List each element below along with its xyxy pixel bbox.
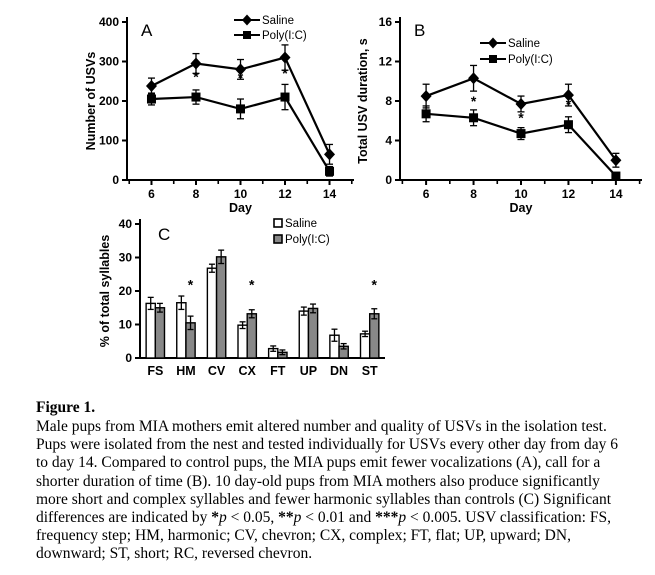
- bar-saline-st: [361, 334, 370, 358]
- y-tick-label: 30: [118, 250, 132, 265]
- legend-label: Poly(I:C): [262, 30, 307, 42]
- caption-segment: < 0.05,: [226, 508, 279, 526]
- legend-label: Saline: [285, 218, 317, 230]
- significance-asterisk: *: [187, 276, 194, 293]
- square-marker: [281, 93, 290, 102]
- legend-label: Saline: [508, 38, 540, 50]
- x-category-label: DN: [330, 364, 349, 378]
- x-tick-label: 10: [514, 187, 528, 201]
- y-tick-label: 0: [112, 173, 119, 187]
- square-marker: [469, 113, 478, 122]
- square-marker: [236, 104, 245, 113]
- significance-asterisk: *: [237, 69, 244, 86]
- y-tick-label: 300: [98, 54, 119, 69]
- y-tick-label: 8: [385, 94, 392, 108]
- chart-panel-c: [98, 212, 392, 398]
- x-category-label: FS: [147, 364, 164, 378]
- figure-caption: [36, 399, 633, 563]
- y-tick-label: 10: [118, 317, 132, 332]
- diamond-marker: [146, 80, 157, 92]
- x-tick-label: 6: [422, 187, 430, 201]
- caption-title: Figure 1.: [36, 399, 96, 416]
- x-tick-label: 12: [278, 187, 292, 201]
- chart-B-svg: [356, 6, 654, 216]
- square-marker: [611, 172, 620, 181]
- square-marker: [489, 55, 497, 63]
- significance-asterisk: *: [371, 276, 378, 293]
- chart-panel-a: [84, 6, 364, 216]
- x-category-label: ST: [361, 364, 378, 378]
- bar-polyic-cv: [217, 257, 226, 358]
- bar-polyic-up: [308, 308, 317, 358]
- panel-label: C: [158, 225, 171, 244]
- diamond-marker: [242, 15, 252, 26]
- x-category-label: CX: [238, 364, 256, 378]
- square-marker: [517, 129, 526, 138]
- y-tick-label: 400: [98, 15, 119, 29]
- x-tick-label: 10: [233, 187, 248, 201]
- significance-asterisk: *: [249, 276, 255, 293]
- caption-segment: p: [293, 508, 302, 526]
- y-axis-label: Total USV duration, s: [356, 38, 370, 164]
- bar-polyic-fs: [155, 308, 164, 358]
- chart-panel-b: [356, 6, 654, 216]
- x-category-label: HM: [176, 364, 196, 378]
- y-tick-label: 20: [118, 284, 132, 298]
- caption-segment: p: [219, 508, 227, 526]
- diamond-marker: [280, 52, 291, 64]
- bar-saline-cv: [207, 268, 216, 358]
- x-tick-label: 12: [561, 187, 576, 201]
- significance-asterisk: *: [193, 68, 199, 85]
- y-tick-label: 200: [98, 94, 119, 108]
- x-tick-label: 8: [192, 187, 200, 201]
- x-category-label: FT: [270, 364, 286, 378]
- chart-C-svg: [98, 212, 392, 398]
- significance-asterisk: *: [518, 109, 524, 126]
- x-category-label: CV: [207, 364, 226, 378]
- legend-swatch: [274, 235, 282, 243]
- caption-segment: < 0.005. USV classification: FS, frequency step; HM, harmonic; CV, chevron; CX, complex; FT, flat; UP, upward; DN, downward; ST, short; RC, reversed chevron.: [36, 508, 611, 562]
- square-marker: [422, 109, 431, 118]
- y-tick-label: 0: [385, 173, 392, 187]
- x-tick-label: 14: [609, 187, 623, 201]
- legend-label: Saline: [262, 15, 294, 27]
- caption-segment: **: [278, 508, 294, 526]
- panel-label: B: [414, 21, 426, 40]
- x-tick-label: 14: [322, 187, 337, 201]
- caption-segment: < 0.01 and: [301, 508, 376, 526]
- chart-A-svg: [84, 6, 364, 216]
- y-tick-label: 4: [385, 133, 392, 148]
- square-marker: [564, 120, 573, 129]
- y-tick-label: 40: [118, 217, 132, 231]
- y-tick-label: 100: [98, 133, 119, 148]
- panel-label: A: [141, 21, 153, 40]
- y-axis-label: Number of USVs: [84, 51, 98, 151]
- caption-body: [36, 418, 633, 563]
- x-tick-label: 8: [470, 187, 477, 201]
- diamond-marker: [488, 38, 498, 49]
- x-axis-label: Day: [229, 201, 252, 215]
- legend-label: Poly(I:C): [508, 54, 553, 66]
- caption-segment: *: [211, 508, 220, 526]
- legend-swatch: [274, 219, 282, 227]
- diamond-marker: [421, 90, 432, 102]
- bar-polyic-st: [370, 314, 379, 358]
- bar-saline-up: [299, 311, 308, 358]
- caption-segment: p: [398, 508, 407, 526]
- bar-polyic-cx: [247, 314, 256, 358]
- caption-segment: ***: [375, 508, 399, 526]
- y-axis-label: % of total syllables: [98, 234, 112, 348]
- legend-label: Poly(I:C): [285, 234, 330, 246]
- y-tick-label: 0: [125, 351, 132, 365]
- bar-saline-cx: [238, 325, 247, 358]
- square-marker: [191, 93, 200, 102]
- square-marker: [243, 31, 251, 39]
- x-axis-label: Day: [509, 201, 533, 215]
- y-tick-label: 16: [378, 15, 392, 29]
- square-marker: [147, 95, 156, 104]
- x-tick-label: 6: [148, 187, 155, 201]
- caption-segment: Male pups from MIA mothers emit altered number and quality of USVs in the isolation test. Pups were isolated from the nest and tested individually for USVs every other day from day 6 to day 14. Compared to control pups, the MIA pups emit fewer vocalizations (A), call for a shorter duration of time (B). 10 day-old pups from MIA mothers also produce significantly more short and complex syllables and fewer harmonic syllables than controls (C) Significant differences are indicated by: [36, 418, 618, 526]
- square-marker: [325, 167, 334, 176]
- diamond-marker: [468, 72, 479, 84]
- x-category-label: UP: [299, 364, 318, 378]
- significance-asterisk: *: [470, 92, 477, 109]
- y-tick-label: 12: [378, 54, 392, 69]
- significance-asterisk: *: [282, 65, 288, 82]
- bar-saline-hm: [177, 303, 186, 358]
- diamond-marker: [324, 148, 335, 160]
- significance-asterisk: *: [565, 95, 572, 112]
- bar-saline-fs: [146, 303, 155, 358]
- diamond-marker: [516, 98, 527, 110]
